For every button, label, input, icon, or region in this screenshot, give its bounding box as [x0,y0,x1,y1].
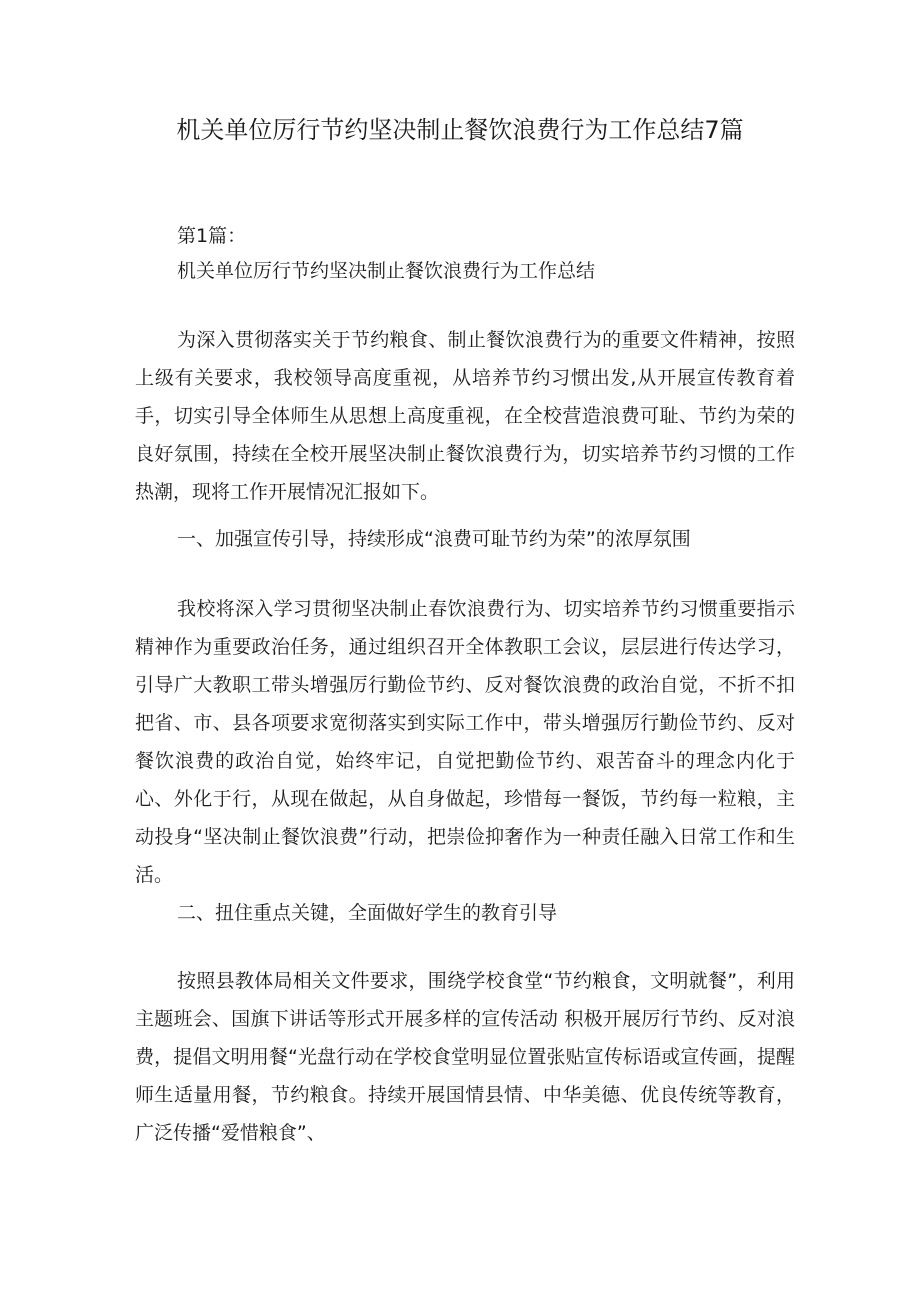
chapter-label: 第1篇： [177,225,247,247]
chapter-title: 机关单位厉行节约坚决制止餐饮浪费行为工作总结 [177,260,596,282]
document-title: 机关单位厉行节约坚决制止餐饮浪费行为工作总结7篇 [176,116,744,144]
section-2-heading: 二、扭住重点关键，全面做好学生的教育引导 [177,902,558,924]
section-1-heading: 一、加强宣传引导，持续形成“浪费可耻节约为荣”的浓厚氛围 [177,528,691,550]
section-2-paragraph: 按照县教体局相关文件要求，围绕学校食堂“节约粮食，文明就餐”，利用主题班会、国旗下讲话等形式开展多样的宣传活动 积极开展厉行节约、反对浪费，提倡文明用餐“光盘行动在学校食堂明显位置张贴宣传标语或宣传画，提醒师生适量用餐，节约粮食。持续开展国情县情、中华美德、优良传统等教育，广泛传播“爱惜粮食”、 [135,970,795,1144]
intro-paragraph: 为深入贯彻落实关于节约粮食、制止餐饮浪费行为的重要文件精神，按照上级有关要求，我校领导高度重视，从培养节约习惯出发,从开展宣传教育着手，切实引导全体师生从思想上高度重视，在全校营造浪费可耻、节约为荣的良好氛围，持续在全校开展坚决制止餐饮浪费行为，切实培养节约习惯的工作热潮，现将工作开展情况汇报如下。 [135,329,795,503]
section-1-paragraph: 我校将深入学习贯彻坚决制止春饮浪费行为、切实培养节约习惯重要指示精神作为重要政治任务，通过组织召开全体教职工会议，层层进行传达学习，引导广大教职工带头增强厉行勤俭节约、反对餐饮浪费的政治自觉，不折不扣把省、市、县各项要求宽彻落实到实际工作中，带头增强厉行勤俭节约、反对餐饮浪费的政治自觉，始终牢记，自觉把勤俭节约、艰苦奋斗的理念内化于心、外化于行，从现在做起，从自身做起，珍惜每一餐饭，节约每一粒粮，主动投身“坚决制止餐饮浪费”行动，把崇俭抑奢作为一种责任融入日常工作和生活。 [135,598,795,886]
